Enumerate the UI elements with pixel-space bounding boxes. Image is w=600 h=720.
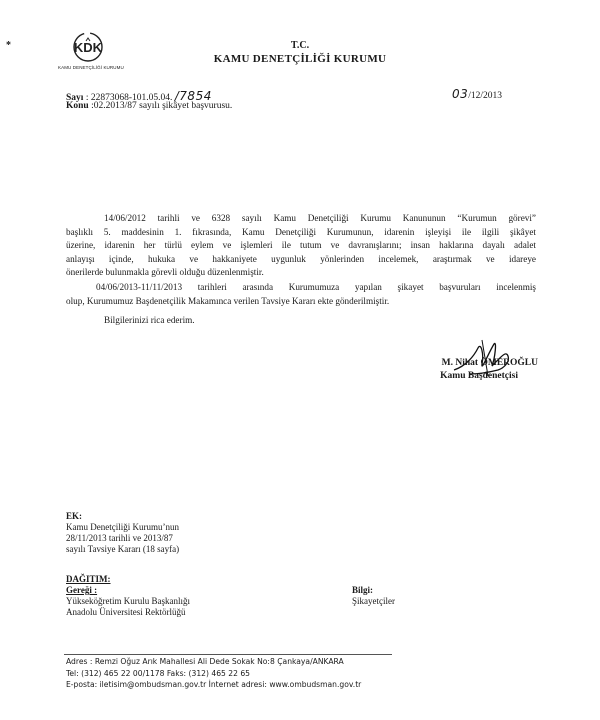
paragraph-line: anlayışı içinde, hukuka ve hakkaniyete uygunluk yönlerinden incelemek, araştırmak ve idareye (66, 253, 536, 264)
distribution-block (66, 574, 190, 618)
bilgi-label: Bilgi: (352, 585, 374, 595)
document-date (452, 87, 502, 101)
logo-subtitle: KAMU DENETÇİLİĞİ KURUMU (58, 65, 124, 70)
attachment-block (66, 511, 179, 555)
sayi-value: : 22873068-101.05.04. (85, 93, 173, 103)
footer-block (66, 656, 361, 691)
konu-value: :02.2013/87 sayılı şikâyet başvurusu. (91, 101, 233, 111)
body-paragraph-1 (66, 212, 536, 280)
paragraph-line: önerilerde bulunmakla görevli olduğu düzenlenmiştir. (66, 267, 264, 278)
header-tc: T.C. (290, 40, 310, 51)
footer-address: Adres : Remzi Oğuz Arık Mahallesi Ali Dede Sokak No:8 Çankaya/ANKARA (66, 657, 344, 666)
footer-phone: Tel: (312) 465 22 00/1178 Faks: (312) 465 22 65 (66, 668, 251, 678)
header-institution: KAMU DENETÇİLİĞİ KURUMU (213, 53, 387, 65)
geregi-item: Anadolu Üniversitesi Rektörlüğü (66, 607, 186, 617)
distribution-label: DAĞITIM: (66, 574, 111, 584)
body-paragraph-2 (66, 281, 536, 308)
paragraph-line: olup, Kurumumuz Başdenetçilik Makamınca verilen Tavsiye Kararı ekte gönderilmiştir. (66, 295, 390, 306)
attachment-label: EK: (66, 511, 83, 521)
paragraph-line: 14/06/2012 tarihli ve 6328 sayılı Kamu Denetçiliği Kurumu Kanununun “Kurumun görevi” (104, 213, 536, 223)
attachment-line: sayılı Tavsiye Kararı (18 sayfa) (66, 544, 180, 554)
sayi-label: Sayı (66, 93, 84, 103)
date-handwritten-day: 03 (452, 87, 469, 101)
sayi-handwritten-number: /7854 (174, 89, 212, 103)
closing-line: Bilgilerinizi rica ederim. (104, 315, 195, 325)
footer-contact: E-posta: iletisim@ombudsman.gov.tr İnternet adresi: www.ombudsman.gov.tr (66, 680, 362, 689)
paragraph-line: üzerine, idarenin her türlü eylem ve işlemleri ile tutum ve davranışlarını; insan haklarına dayalı adalet (66, 240, 536, 251)
geregi-item: Yükseköğretim Kurulu Başkanlığı (66, 596, 190, 606)
footer-divider (64, 654, 392, 655)
attachment-line: 28/11/2013 tarihli ve 2013/87 (66, 533, 173, 543)
margin-mark: * (6, 40, 11, 51)
paragraph-line: başlıklı 5. maddesinin 1. fıkrasında, Kamu Denetçiliği Kurumunun, idarenin işleyişi ile ilgili şikâyet (66, 226, 536, 237)
konu-line (66, 101, 232, 111)
geregi-label: Gereği : (66, 585, 98, 595)
bilgi-item: Şikayetçiler (352, 596, 395, 606)
bilgi-block (352, 585, 395, 607)
konu-label: Konu (66, 101, 89, 111)
logo-letters: KDK (73, 40, 103, 55)
paragraph-line: 04/06/2013-11/11/2013 tarihleri arasında Kurumumuza yapılan şikayet başvuruları incelenmiş (96, 282, 536, 292)
signatory-title: Kamu Başdenetçisi (440, 371, 518, 381)
attachment-line: Kamu Denetçiliği Kurumu’nun (66, 522, 179, 532)
signatory-name: M. Nihat ÖMEROĞLU (441, 358, 538, 368)
date-printed: /12/2013 (468, 91, 503, 101)
